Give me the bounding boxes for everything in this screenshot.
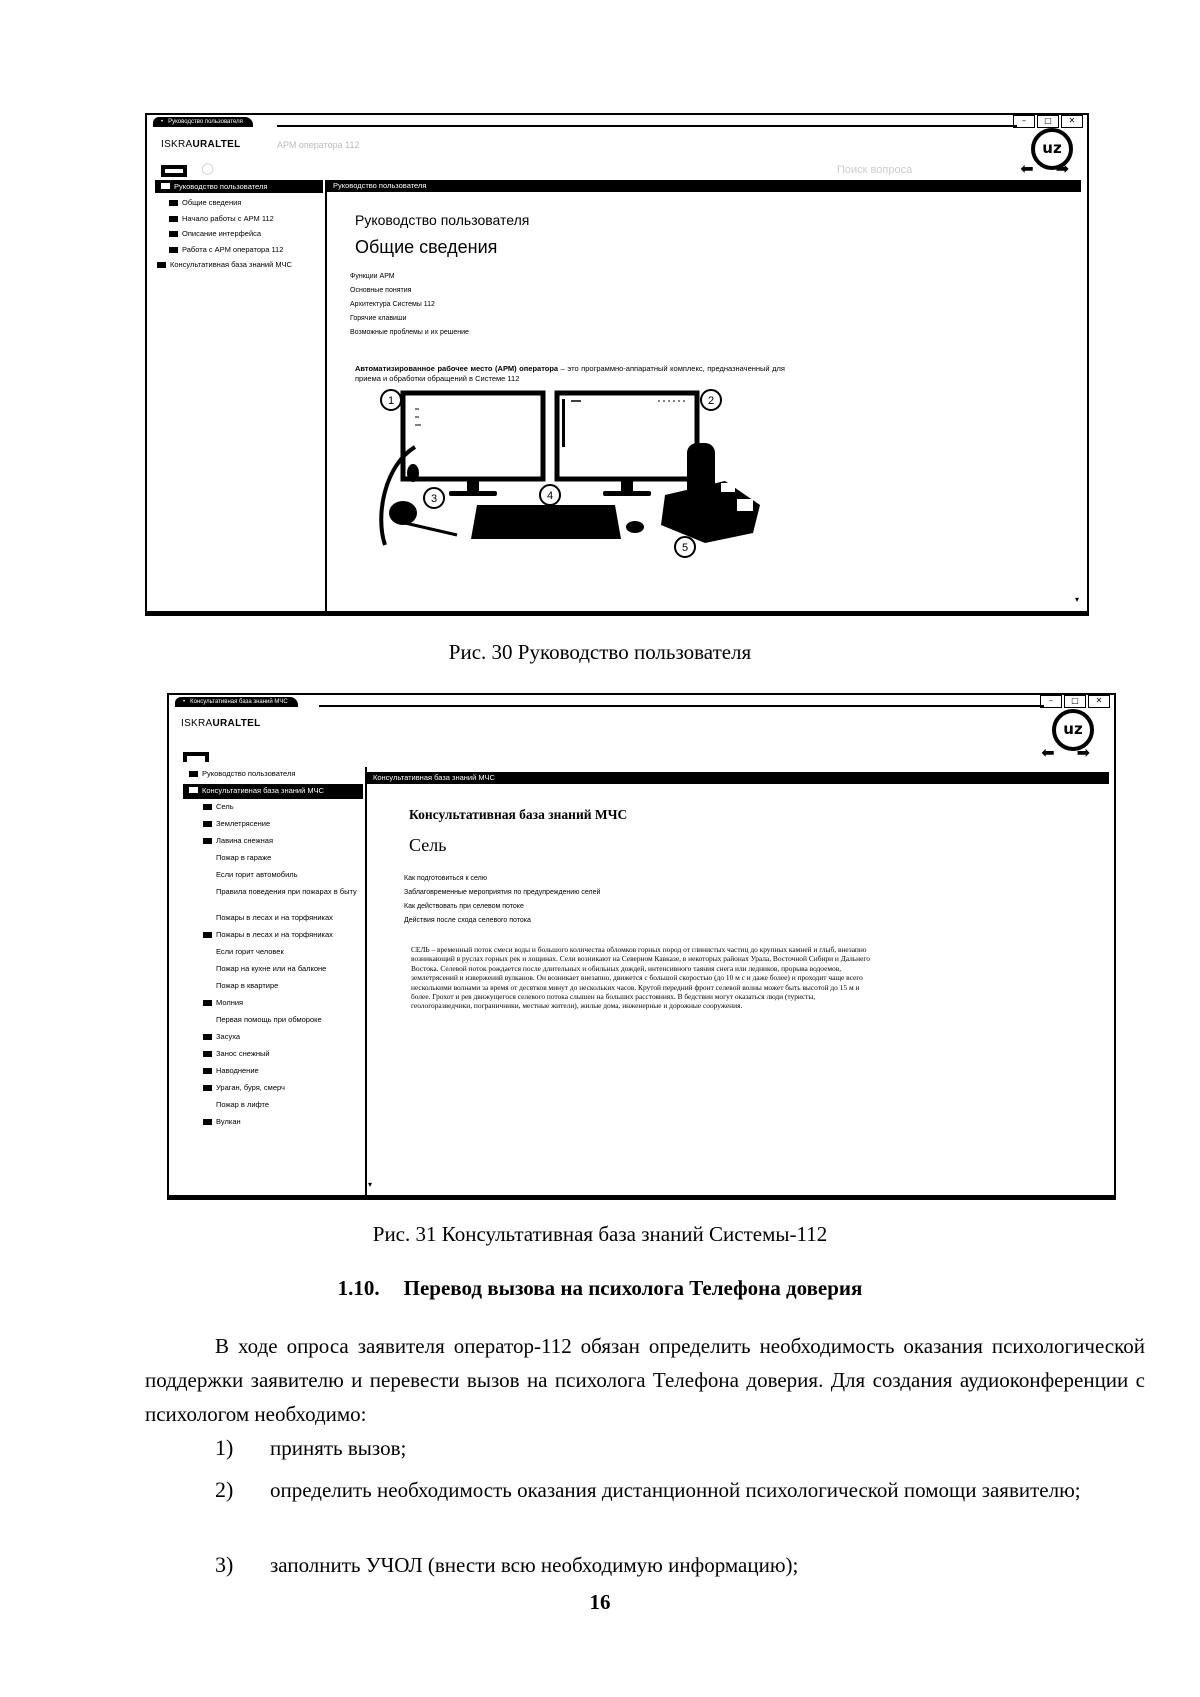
tree-item-label: Сель: [216, 802, 234, 811]
folder-icon: [169, 231, 178, 237]
svg-text:4: 4: [546, 490, 554, 502]
folder-icon: [203, 1119, 212, 1125]
logo-prefix: ISKRA: [161, 139, 193, 150]
figure-30-screenshot: [145, 113, 1089, 616]
intro-term: Автоматизированное рабочее место (АРМ) оператора: [355, 364, 559, 373]
callout-3: [424, 488, 444, 508]
tree-item[interactable]: [169, 198, 292, 214]
tree-item[interactable]: [183, 947, 363, 964]
content-header: Руководство пользователя: [327, 180, 1081, 192]
tree-item[interactable]: [183, 1100, 363, 1117]
topic-link[interactable]: Заблаговременные мероприятия по предупреждению селей: [404, 889, 601, 896]
tree-item-label: Пожар в квартире: [216, 981, 279, 990]
folder-icon: [203, 821, 212, 827]
navigation-arrows: [1020, 159, 1069, 178]
tree-item[interactable]: [183, 981, 363, 998]
tree-item-label: Руководство пользователя: [202, 769, 296, 778]
brand-logo: [181, 718, 261, 729]
tree-item-label: Если горит человек: [216, 947, 284, 956]
tree-item[interactable]: [183, 1032, 363, 1049]
folder-icon: [203, 932, 212, 938]
content-header: Консультативная база знаний МЧС: [367, 772, 1109, 784]
tree-item-selected[interactable]: [183, 784, 363, 799]
topic-links: [404, 875, 600, 931]
uz-logo-icon: uz: [1031, 128, 1073, 170]
navigation-tree: [169, 198, 292, 276]
svg-text:1: 1: [387, 395, 395, 407]
article-paragraph: СЕЛЬ – временный поток смеси воды и большого количества обломков горных пород от глинистых частиц до крупных камней и глыб, внезапно возникающий в руслах горных рек и лощинах. Сели возникают на Северном Кавказе, в некоторых районах Урала, Восточной Сибири и Дальнего Востока. Селевой поток рождается после длительных и обильных дождей, интенсивного таяния снега или ледников, прорыва водоемов, землетрясений и извержений вулканов. Он возникает внезапно, движется с большой скоростью (до 10 м с и даже более) и проходит чаще всего несколькими волнами за время от десятков минут до нескольких часов. Крутой передний фронт селевой волны может быть высотой до 15 м и более. Грохот и рев движущегося селевого потока слышен на больших расстояниях. В бедствии могут оказаться люди (туристы, геологоразведчики, пограничники, местные жители), жилые дома, инженерные и дорожные сооружения.: [411, 945, 870, 1011]
close-icon[interactable]: ✕: [1088, 695, 1110, 708]
folder-icon: [161, 183, 170, 189]
minimize-icon[interactable]: –: [1013, 115, 1035, 128]
window-controls: [1040, 695, 1110, 708]
browser-tab[interactable]: [175, 697, 298, 707]
pane-splitter[interactable]: [365, 767, 367, 1198]
intro-definition: – это программно-аппаратный комплекс, предназначенный для приема и обработки обращений в Системе 112: [355, 364, 785, 383]
tree-item[interactable]: [183, 1083, 363, 1100]
tree-item-label: Пожары в лесах и на торфяниках: [216, 913, 333, 922]
search-hint: Поиск вопроса: [837, 164, 913, 176]
tree-item[interactable]: [183, 853, 363, 870]
list-number: 3): [215, 1552, 234, 1577]
tree-item[interactable]: [183, 887, 364, 913]
topic-link[interactable]: Горячие клавиши: [350, 315, 407, 322]
svg-text:2: 2: [707, 395, 715, 407]
tree-item-label: Правила поведения при пожарах в быту: [216, 887, 357, 896]
tree-item-label: Вулкан: [216, 1117, 241, 1126]
tree-item-label: Пожар в гараже: [216, 853, 272, 862]
tree-item-label: Пожары в лесах и на торфяниках: [216, 930, 333, 939]
window-bottom-edge: [169, 1195, 1114, 1198]
logo-prefix: ISKRA: [181, 718, 213, 729]
list-item: [145, 1431, 1145, 1465]
app-tagline: АРМ оператора 112: [277, 140, 360, 150]
folder-icon: [203, 838, 212, 844]
figure-30-caption: Рис. 30 Руководство пользователя: [448, 640, 752, 664]
tree-scroll-down-icon[interactable]: ▾: [368, 1180, 373, 1189]
page-number: 16: [589, 1590, 611, 1614]
tree-item[interactable]: [183, 1117, 363, 1134]
tree-item[interactable]: [169, 245, 292, 261]
folder-icon: [203, 1085, 212, 1091]
logo-bold: URALTEL: [212, 718, 261, 729]
maximize-icon[interactable]: □: [1064, 695, 1086, 708]
close-icon[interactable]: ✕: [1061, 115, 1083, 128]
content-title: Консультативная база знаний МЧС: [409, 807, 628, 822]
window-bottom-edge: [147, 611, 1087, 614]
folder-icon: [203, 804, 212, 810]
tree-item-label: Землетрясение: [216, 819, 271, 828]
tree-item-label: Лавина снежная: [216, 836, 274, 845]
folder-icon: [189, 787, 198, 793]
folder-icon: [203, 1000, 212, 1006]
tree-item-label: Молния: [216, 998, 244, 1007]
tree-header[interactable]: [155, 180, 323, 193]
window-titlebar: [169, 695, 1114, 709]
tab-dot-icon: •: [161, 119, 164, 125]
callout-2: [701, 390, 721, 410]
tree-item-label: Работа с АРМ оператора 112: [182, 244, 284, 254]
tree-item-label: Описание интерфейса: [182, 229, 262, 238]
figure-31-caption: Рис. 31 Консультативная база знаний Системы-112: [372, 1222, 828, 1246]
minimize-icon[interactable]: –: [1040, 695, 1062, 708]
tree-item[interactable]: [183, 964, 363, 981]
tree-item-label: Если горит автомобиль: [216, 870, 298, 879]
section-number: 1.10.: [337, 1276, 380, 1300]
folder-icon: [203, 1034, 212, 1040]
forward-arrow-icon[interactable]: ➡: [1076, 743, 1090, 762]
list-number: 2): [215, 1477, 234, 1502]
callout-5: [675, 537, 695, 557]
topic-link[interactable]: Функции АРМ: [350, 273, 395, 280]
folder-icon: [169, 200, 178, 206]
intro-paragraph: [355, 364, 785, 383]
tab-dot-icon: •: [183, 699, 186, 705]
content-subtitle: Сель: [409, 835, 447, 855]
tree-item[interactable]: [183, 1049, 363, 1066]
svg-text:3: 3: [430, 493, 438, 505]
titlebar-rule: [277, 125, 1017, 127]
figure-31-screenshot: [167, 693, 1116, 1200]
navigation-tree: [183, 769, 363, 1134]
list-number: 1): [215, 1435, 234, 1460]
body-paragraph: В ходе опроса заявителя оператор-112 обязан определить необходимость оказания психологической поддержки заявителю и перевести вызов на психолога Телефона доверия. Для создания аудиоконференции с психологом необходимо:: [145, 1334, 1145, 1426]
tree-header-label: Руководство пользователя: [174, 182, 268, 191]
tree-item-label: Пожар на кухне или на балконе: [216, 964, 327, 973]
uz-logo-icon: uz: [1052, 709, 1094, 751]
folder-icon: [169, 216, 178, 222]
section-title: Перевод вызова на психолога Телефона доверия: [403, 1276, 863, 1300]
tree-item[interactable]: [183, 930, 363, 947]
svg-text:5: 5: [681, 542, 689, 554]
tree-item[interactable]: [183, 1015, 363, 1032]
forward-arrow-icon[interactable]: ➡: [1055, 159, 1069, 178]
folder-icon: [203, 1051, 212, 1057]
content-title: Руководство пользователя: [355, 212, 530, 228]
tree-item-label: Занос снежный: [216, 1049, 270, 1058]
pane-splitter[interactable]: [325, 180, 327, 614]
topic-link[interactable]: Возможные проблемы и их решение: [350, 329, 469, 336]
list-item: [145, 1473, 1145, 1507]
tree-item[interactable]: [157, 260, 292, 276]
tree-item-label: Засуха: [216, 1032, 241, 1041]
topic-link[interactable]: Основные понятия: [350, 287, 412, 294]
search-icon[interactable]: ○: [201, 159, 215, 177]
tree-item[interactable]: [183, 913, 363, 930]
tree-item-label: Начало работы с АРМ 112: [182, 213, 274, 223]
topic-link[interactable]: Как подготовиться к селю: [404, 875, 487, 882]
tree-item[interactable]: [183, 870, 363, 887]
folder-toolbar-icon[interactable]: [183, 752, 209, 762]
window-controls: [1013, 115, 1083, 128]
tree-item[interactable]: [169, 214, 292, 230]
tab-title: Консультативная база знаний МЧС: [190, 699, 288, 705]
list-text: принять вызов;: [270, 1436, 407, 1460]
tree-item-label: Общие сведения: [182, 198, 242, 207]
tree-item[interactable]: [183, 769, 363, 784]
folder-icon: [203, 1068, 212, 1074]
titlebar-rule: [319, 705, 1044, 707]
topic-link[interactable]: Архитектура Системы 112: [350, 301, 435, 308]
logo-bold: URALTEL: [192, 139, 241, 150]
callout-4: [540, 485, 560, 505]
workstation-illustration: [375, 385, 795, 560]
back-arrow-icon[interactable]: ⬅: [1041, 743, 1055, 762]
tree-item[interactable]: [183, 802, 363, 819]
topic-link[interactable]: Как действовать при селевом потоке: [404, 903, 524, 910]
callout-1: [381, 390, 401, 410]
tree-item[interactable]: [183, 1066, 363, 1083]
brand-logo: [161, 139, 241, 150]
topic-links: [350, 273, 469, 343]
tab-title: Руководство пользователя: [168, 119, 243, 125]
maximize-icon[interactable]: □: [1037, 115, 1059, 128]
section-heading: [0, 1276, 1200, 1301]
content-subtitle: Общие сведения: [355, 237, 498, 257]
folder-icon: [189, 771, 198, 777]
tree-item-label: Пожар в лифте: [216, 1100, 270, 1109]
list-text: определить необходимость оказания дистанционной психологической помощи заявителю;: [270, 1478, 1081, 1502]
tree-item[interactable]: [183, 836, 363, 853]
tree-item-label: Консультативная база знаний МЧС: [202, 786, 324, 795]
tree-item-label: Консультативная база знаний МЧС: [170, 260, 292, 269]
tree-item-label: Первая помощь при обмороке: [216, 1015, 322, 1024]
browser-tab[interactable]: [153, 117, 253, 127]
folder-toolbar-icon[interactable]: [161, 165, 187, 177]
scroll-down-icon[interactable]: ▾: [1074, 595, 1079, 604]
list-item: [145, 1548, 1145, 1582]
folder-icon: [169, 247, 178, 253]
list-text: заполнить УЧОЛ (внести всю необходимую информацию);: [270, 1553, 799, 1577]
tree-item[interactable]: [183, 998, 363, 1015]
navigation-arrows: [1041, 743, 1090, 762]
tree-item[interactable]: [169, 229, 292, 245]
tree-item-label: Ураган, буря, смерч: [216, 1083, 285, 1092]
tree-item[interactable]: [183, 819, 363, 836]
tree-item-label: Наводнение: [216, 1066, 259, 1075]
window-titlebar: [147, 115, 1087, 129]
folder-icon: [157, 262, 166, 268]
topic-link[interactable]: Действия после схода селевого потока: [404, 917, 531, 924]
back-arrow-icon[interactable]: ⬅: [1020, 159, 1034, 178]
